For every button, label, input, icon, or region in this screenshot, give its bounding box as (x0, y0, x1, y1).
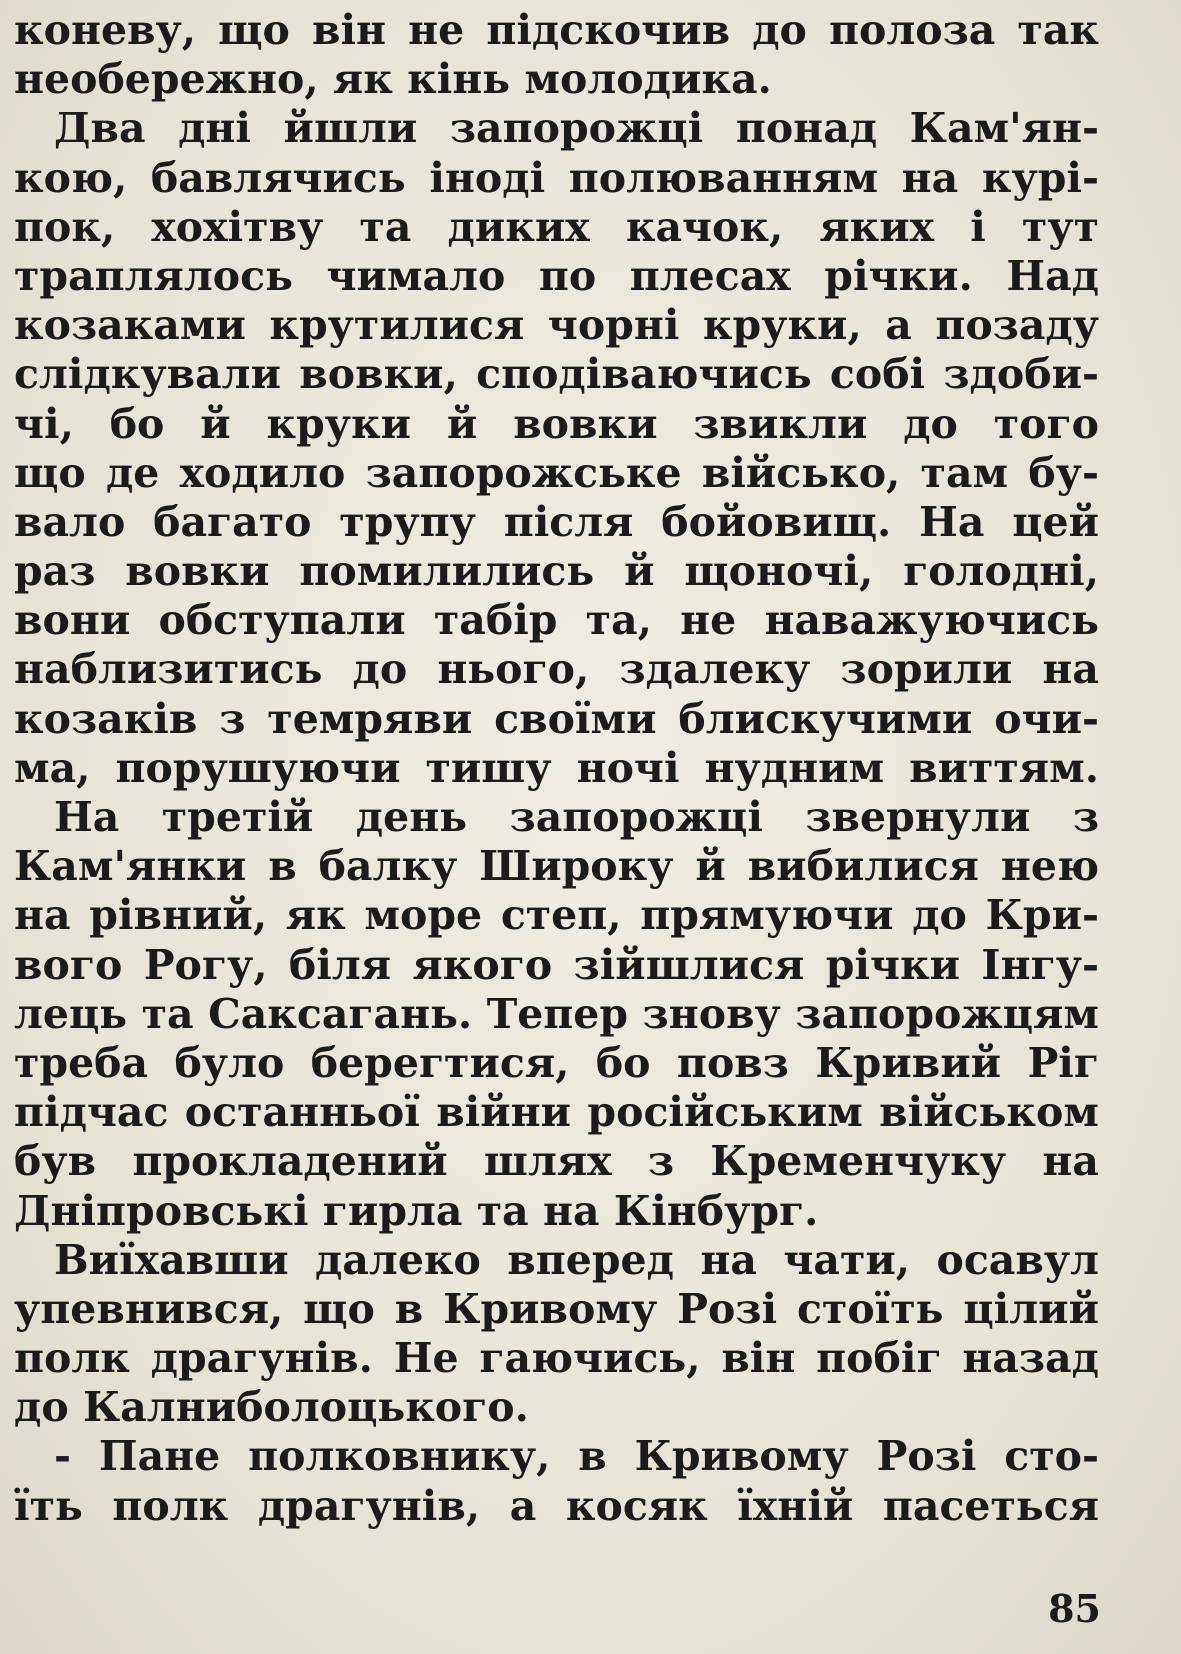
text-line: чі, бо й круки й вовки звикли до того (14, 399, 1099, 448)
text-line: Кам'янки в балку Широку й вибилися нею (14, 842, 1099, 891)
text-line: до Калниболоцького. (14, 1383, 529, 1432)
text-line: кою, бавлячись іноді полюванням на курі- (14, 153, 1099, 202)
text-line: козаками крутилися чорні круки, а позаду (14, 301, 1099, 350)
text-line: лець та Саксагань. Тепер знову запорожцям (14, 989, 1099, 1038)
text-line: треба було берегтися, бо повз Кривий Ріг (14, 1038, 1099, 1087)
text-line: на рівний, як море степ, прямуючи до Кри- (14, 891, 1099, 940)
page-text (14, 6, 1099, 1531)
text-line: їть полк драгунів, а косяк їхній пасеться (14, 1481, 1099, 1530)
paragraph-first-line: На третій день запорожці звернули з (54, 793, 1099, 841)
text-line: пок, хохітву та диких качок, яких і тут (14, 202, 1099, 251)
text-line: був прокладений шлях з Кременчуку на (14, 1137, 1099, 1186)
text-line: ма, порушуючи тишу ночі нудним виттям. (14, 743, 1099, 792)
text-line: вого Рогу, біля якого зійшлися річки Інгу- (14, 940, 1099, 989)
text-line: траплялось чимало по плесах річки. Над (14, 251, 1099, 300)
text-line: слідкували вовки, сподіваючись собі здоби- (14, 350, 1099, 399)
page-number: 85 (1048, 1586, 1101, 1631)
text-line: необережно, як кінь молодика. (14, 55, 772, 104)
paragraph-first-line: Виїхавши далеко вперед на чати, осавул (54, 1235, 1099, 1284)
text-line: коневу, що він не підскочив до полоза так (14, 6, 1099, 54)
text-line: козаків з темряви своїми блискучими очи- (14, 694, 1099, 743)
text-line: полк драгунів. Не гаючись, він побіг назад (14, 1334, 1099, 1383)
text-line: раз вовки помилились й щоночі, голодні, (14, 547, 1099, 596)
text-line: підчас останньої війни російським військом (14, 1088, 1099, 1137)
text-line: наблизитись до нього, здалеку зорили на (14, 645, 1099, 694)
text-line: що де ходило запорожське військо, там бу- (14, 448, 1099, 497)
text-line: вало багато трупу після бойовищ. На цей (14, 497, 1099, 546)
text-line: Дніпровські гирла та на Кінбург. (14, 1186, 819, 1235)
text-line: упевнився, що в Кривому Розі стоїть цілий (14, 1284, 1099, 1333)
paragraph-first-line: Два дні йшли запорожці понад Кам'ян- (54, 104, 1099, 153)
text-line: вони обступали табір та, не наважуючись (14, 596, 1099, 645)
paragraph-first-line: - Пане полковнику, в Кривому Розі сто- (54, 1432, 1099, 1481)
